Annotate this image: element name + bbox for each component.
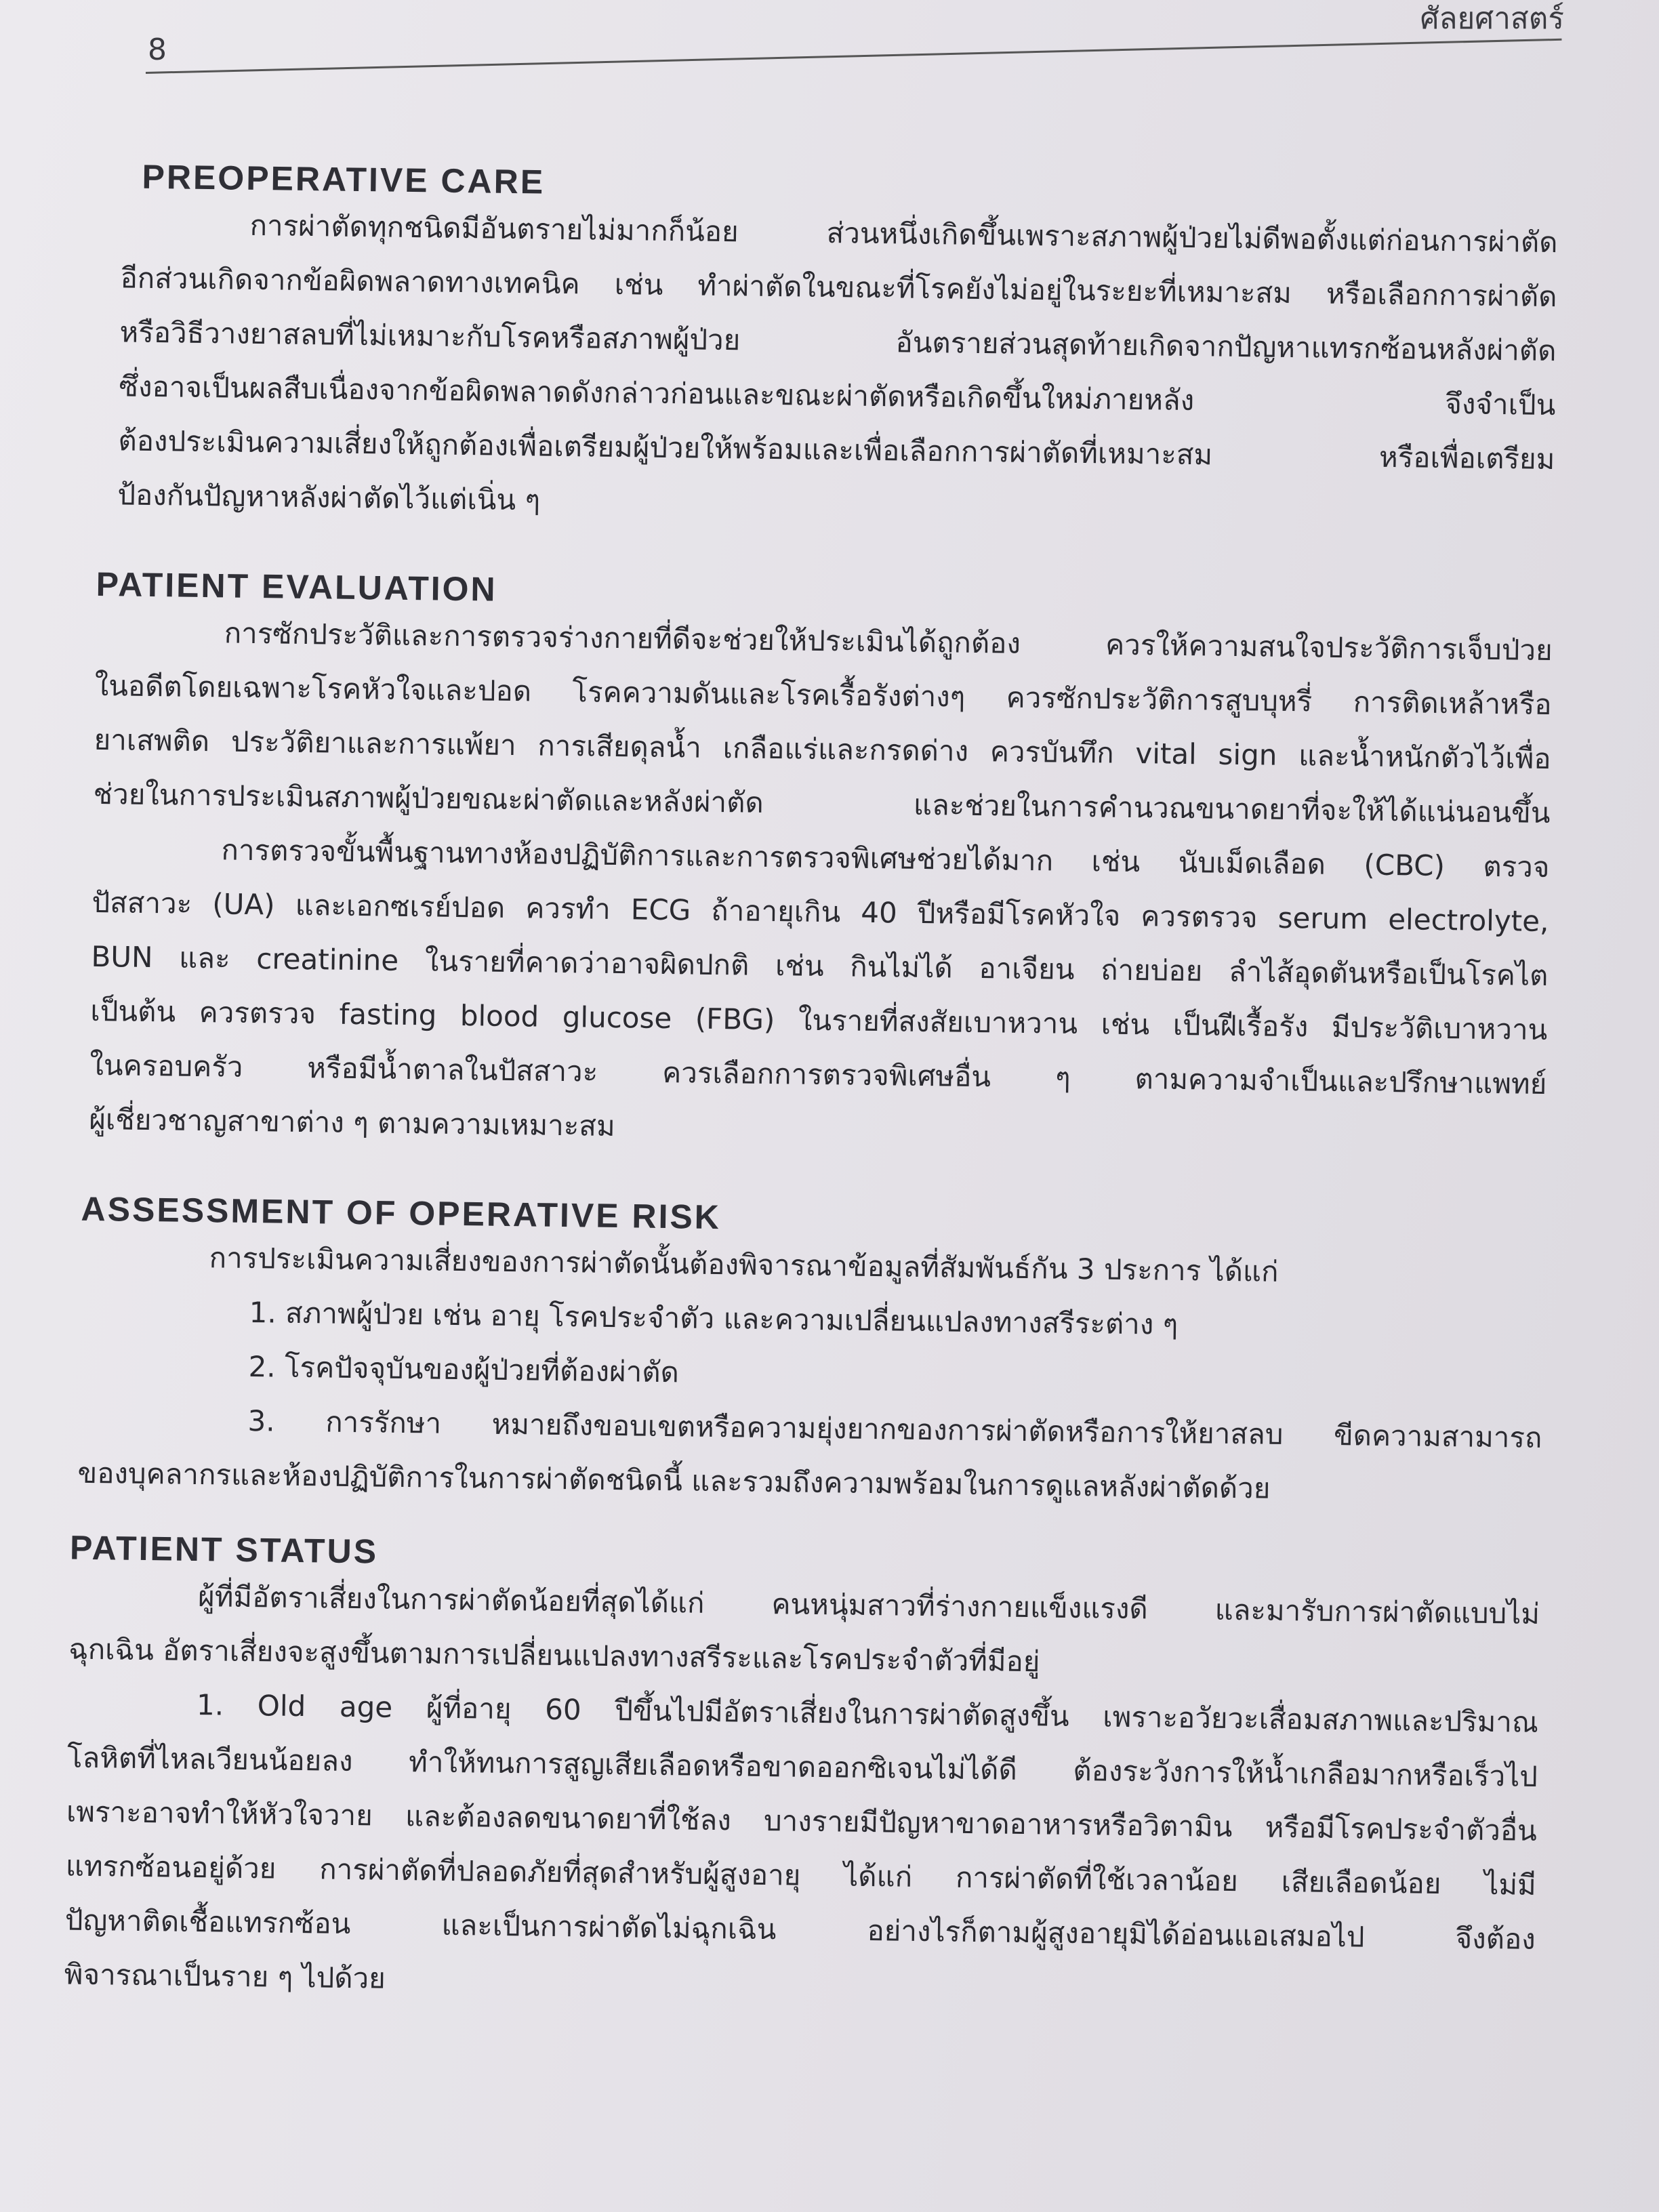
header-rule xyxy=(146,39,1561,74)
section-patient-status xyxy=(64,1528,1540,2021)
paragraph-line: การผ่าตัดทุกชนิดมีอันตรายไม่มากก็น้อย ส่วนหนึ่งเกิดขึ้นเพราะสภาพผู้ป่วยไม่ดีพอตั้งแต่ก่อนการผ่าตัด xyxy=(249,208,1558,260)
section-title: ASSESSMENT OF OPERATIVE RISK xyxy=(81,1189,722,1237)
section-title: PATIENT STATUS xyxy=(69,1528,379,1571)
paragraph-line: ผู้ที่มีอัตราเสี่ยงในการผ่าตัดน้อยที่สุดได้แก่ คนหนุ่มสาวที่ร่างกายแข็งแรงดี และมารับการผ่าตัดแบบไม่ xyxy=(197,1580,1540,1631)
paragraph-line: เป็นต้น ควรตรวจ fasting blood glucose (FBG) ในรายที่สงสัยเบาหวาน เช่น เป็นฝีเรื้อรัง มีประวัติเบาหวาน xyxy=(90,994,1548,1047)
section-title: PATIENT EVALUATION xyxy=(96,565,497,609)
section-preoperative-care xyxy=(97,156,1559,541)
section-assessment-operative-risk xyxy=(77,1189,1545,1519)
paragraph-line: ป้องกันปัญหาหลังผ่าตัดไว้แต่เนิ่น ๆ xyxy=(117,478,541,517)
paragraph-line: BUN และ creatinine ในรายที่คาดว่าอาจผิดปกติ เช่น กินไม่ได้ อาเจียน ถ่ายบ่อย ลำไส้อุดตันหรือเป็นโรคไต xyxy=(91,939,1549,993)
paragraph-line: หรือวิธีวางยาสลบที่ไม่เหมาะกับโรคหรือสภาพผู้ป่วย อันตรายส่วนสุดท้ายเกิดจากปัญหาแทรกซ้อนหลังผ่าตัด xyxy=(119,315,1557,368)
paragraph-line: ปัสสาวะ (UA) และเอกซเรย์ปอด ควรทำ ECG ถ้าอายุเกิน 40 ปีหรือมีโรคหัวใจ ควรตรวจ serum electrolyte, xyxy=(91,885,1549,939)
page-content xyxy=(64,156,1558,2021)
paragraph-line: ยาเสพติด ประวัติยาและการแพ้ยา การเสียดุลน้ำ เกลือแร่และกรดด่าง ควรบันทึก vital sign และน้ำหนักตัวไว้เพื่อ xyxy=(94,722,1551,776)
paragraph-line: พิจารณาเป็นราย ๆ ไปด้วย xyxy=(64,1957,386,1995)
paragraph-line: ซึ่งอาจเป็นผลสืบเนื่องจากข้อผิดพลาดดังกล่าวก่อนและขณะผ่าตัดหรือเกิดขึ้นใหม่ภายหลัง จึงจำเป็น xyxy=(119,369,1556,422)
paragraph-line: แทรกซ้อนอยู่ด้วย การผ่าตัดที่ปลอดภัยที่สุดสำหรับผู้สูงอายุ ได้แก่ การผ่าตัดที่ใช้เวลาน้อย เสียเลือดน้อย ไม่มี xyxy=(65,1849,1537,1902)
section-patient-evaluation xyxy=(89,564,1553,1166)
paragraph-line: โลหิตที่ไหลเวียนน้อยลง ทำให้ทนการสูญเสียเลือดหรือขาดออกซิเจนไม่ได้ดี ต้องระวังการให้น้ำเกลือมากหรือเร็วไป xyxy=(66,1740,1538,1793)
section-title: PREOPERATIVE CARE xyxy=(142,157,546,201)
paragraph-line: อีกส่วนเกิดจากข้อผิดพลาดทางเทคนิค เช่น ทำผ่าตัดในขณะที่โรคยังไม่อยู่ในระยะที่เหมาะสม หรือเลือกการผ่าตัด xyxy=(120,261,1557,314)
paragraph-line: ฉุกเฉิน อัตราเสี่ยงจะสูงขึ้นตามการเปลี่ยนแปลงทางสรีระและโรคประจำตัวที่มีอยู่ xyxy=(68,1632,1040,1679)
paragraph-line: ต้องประเมินความเสี่ยงให้ถูกต้องเพื่อเตรียมผู้ป่วยให้พร้อมและเพื่อเลือกการผ่าตัดที่เหมาะสม หรือเพื่อเตรียม xyxy=(118,424,1555,476)
running-head: ศัลยศาสตร์ xyxy=(1420,1,1564,36)
paragraph-line: ในครอบครัว หรือมีน้ำตาลในปัสสาวะ ควรเลือกการตรวจพิเศษอื่น ๆ ตามความจำเป็นและปรึกษาแพทย์ xyxy=(89,1048,1547,1101)
paragraph-line: ช่วยในการประเมินสภาพผู้ป่วยขณะผ่าตัดและหลังผ่าตัด และช่วยในการคำนวณขนาดยาที่จะให้ได้แน่นอนขึ้น xyxy=(93,777,1551,830)
page-number: 8 xyxy=(148,33,167,67)
paragraph-line: การตรวจขั้นพื้นฐานทางห้องปฏิบัติการและการตรวจพิเศษช่วยได้มาก เช่น นับเม็ดเลือด (CBC) ตรวจ xyxy=(221,833,1550,884)
list-item: 3. การรักษา หมายถึงขอบเขตหรือความยุ่งยากของการผ่าตัดหรือการให้ยาสลบ ขีดความสามารถ xyxy=(247,1404,1542,1454)
list-item: 1. สภาพผู้ป่วย เช่น อายุ โรคประจำตัว และความเปลี่ยนแปลงทางสรีระต่าง ๆ xyxy=(249,1295,1179,1341)
paragraph-line: การซักประวัติและการตรวจร่างกายที่ดีจะช่วยให้ประเมินได้ถูกต้อง ควรให้ความสนใจประวัติการเจ็บป่วย xyxy=(224,616,1553,668)
paragraph-line: ผู้เชี่ยวชาญสาขาต่าง ๆ ตามความเหมาะสม xyxy=(89,1102,616,1143)
paragraph-line: ในอดีตโดยเฉพาะโรคหัวใจและปอด โรคความดันและโรคเรื้อรังต่างๆ ควรซักประวัติการสูบบุหรี่ การติดเหล้าหรือ xyxy=(94,668,1552,722)
list-item: 1. Old age ผู้ที่อายุ 60 ปีขึ้นไปมีอัตราเสี่ยงในการผ่าตัดสูงขึ้น เพราะอวัยวะเสื่อมสภาพและปริมาณ xyxy=(196,1688,1539,1739)
paragraph-line: ปัญหาติดเชื้อแทรกซ้อน และเป็นการผ่าตัดไม่ฉุกเฉิน อย่างไรก็ตามผู้สูงอายุมิได้อ่อนแอเสมอไป จึงต้อง xyxy=(64,1903,1536,1956)
paragraph-line: การประเมินความเสี่ยงของการผ่าตัดนั้นต้องพิจารณาข้อมูลที่สัมพันธ์กัน 3 ประการ ได้แก่ xyxy=(209,1241,1279,1288)
paragraph-line: ของบุคลากรและห้องปฏิบัติการในการผ่าตัดชนิดนี้ และรวมถึงความพร้อมในการดูแลหลังผ่าตัดด้วย xyxy=(77,1456,1271,1505)
paragraph-line: เพราะอาจทำให้หัวใจวาย และต้องลดขนาดยาที่ใช้ลง บางรายมีปัญหาขาดอาหารหรือวิตามิน หรือมีโรคประจำตัวอื่น xyxy=(66,1795,1538,1847)
list-item: 2. โรคปัจจุบันของผู้ป่วยที่ต้องผ่าตัด xyxy=(248,1349,680,1389)
